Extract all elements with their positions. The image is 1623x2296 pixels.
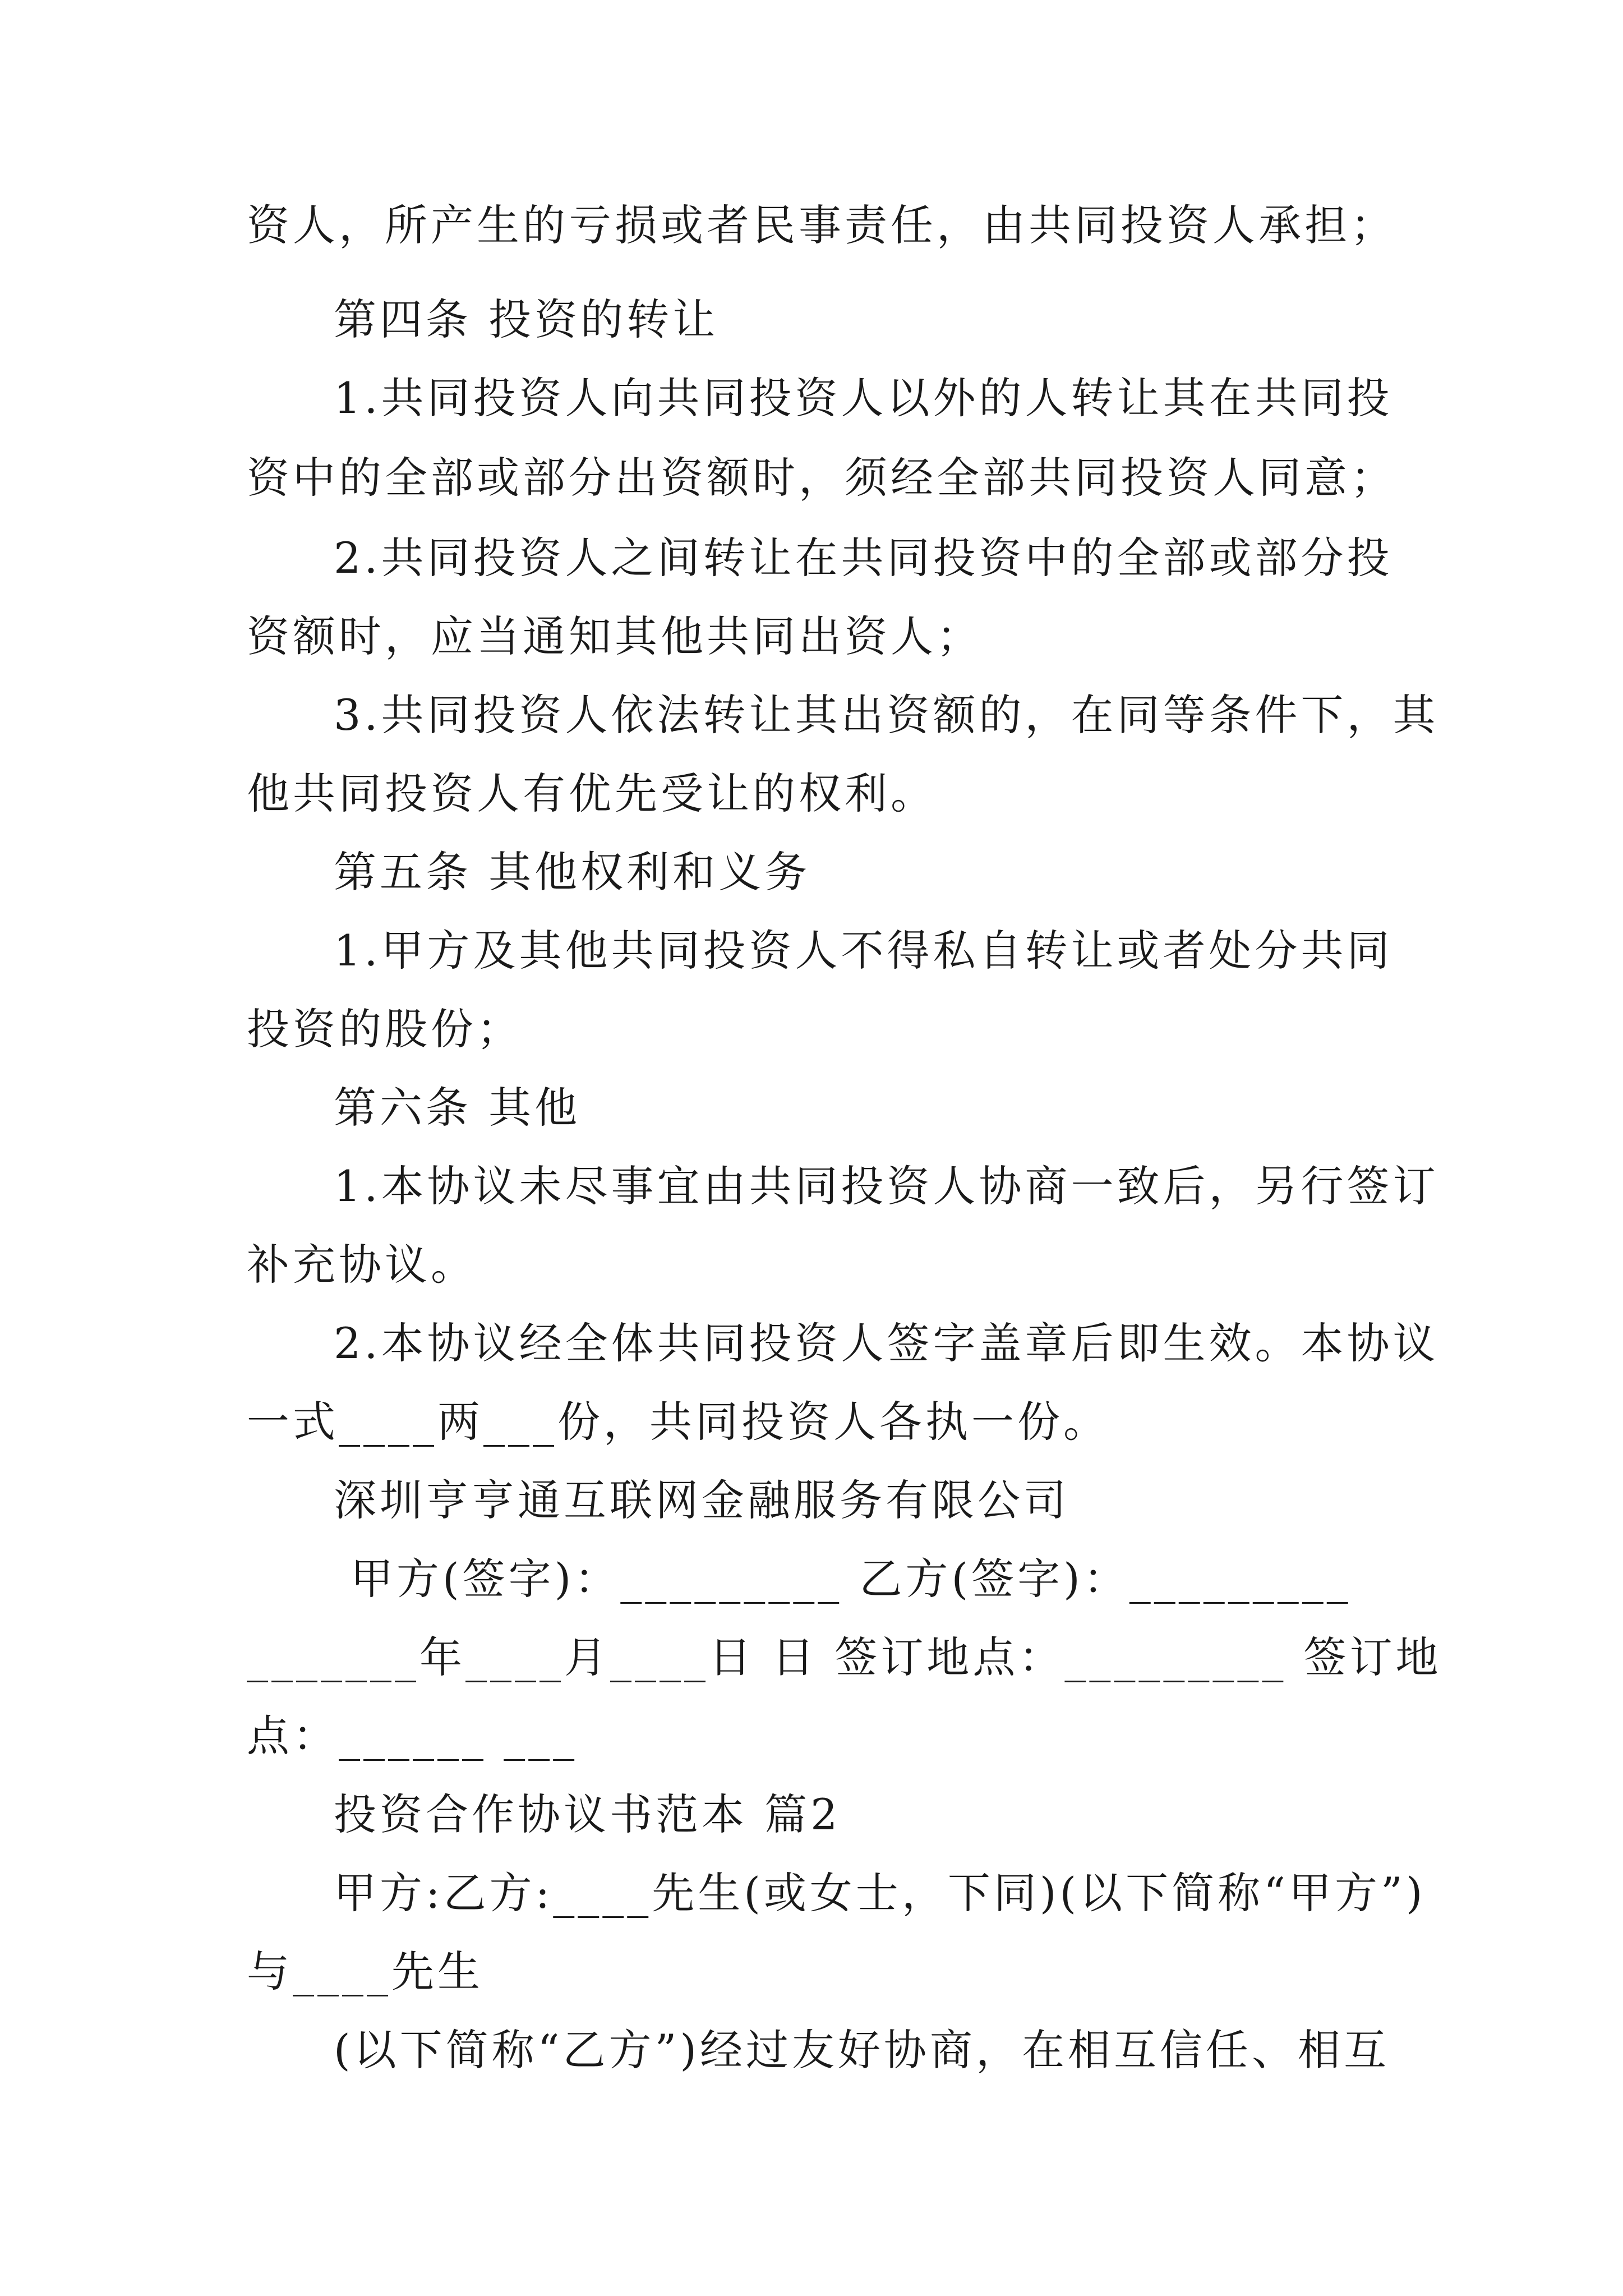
date-place-line: _______年____月____日 日 签订地点：_________ 签订地 — [247, 1632, 1442, 1682]
paragraph-line: 1.本协议未尽事宜由共同投资人协商一致后，另行签订 — [334, 1161, 1439, 1211]
paragraph-line: 与____先生 — [247, 1947, 483, 1996]
paragraph-line: 资人，所产生的亏损或者民事责任，由共同投资人承担； — [247, 200, 1396, 250]
place-line: 点：______ ___ — [247, 1711, 578, 1761]
paragraph-line: 他共同投资人有优先受让的权利。 — [247, 769, 937, 818]
section-heading-article-4: 第四条 投资的转让 — [334, 295, 719, 344]
paragraph-line: 甲方:乙方:____先生(或女士，下同)(以下简称“甲方”) — [334, 1868, 1426, 1918]
paragraph-line: 1.甲方及其他共同投资人不得私自转让或者处分共同 — [334, 926, 1393, 976]
section-heading-part-2: 投资合作协议书范本 篇2 — [334, 1789, 841, 1839]
paragraph-line: 资额时，应当通知其他共同出资人； — [247, 611, 983, 661]
signature-line: 甲方(签字)：_________ 乙方(签字)：_________ — [351, 1554, 1352, 1604]
paragraph-line: 投资的股份； — [247, 1004, 523, 1054]
paragraph-line: 3.共同投资人依法转让其出资额的，在同等条件下，其 — [334, 690, 1439, 740]
paragraph-line: 1.共同投资人向共同投资人以外的人转让其在共同投 — [334, 373, 1393, 423]
company-name: 深圳亨亨通互联网金融服务有限公司 — [334, 1475, 1069, 1525]
section-heading-article-5: 第五条 其他权利和义务 — [334, 847, 811, 897]
paragraph-line: 2.共同投资人之间转让在共同投资中的全部或部分投 — [334, 533, 1393, 583]
section-heading-article-6: 第六条 其他 — [334, 1083, 581, 1133]
paragraph-line: (以下简称“乙方”)经过友好协商，在相互信任、相互 — [334, 2025, 1390, 2075]
paragraph-line: 资中的全部或部分出资额时，须经全部共同投资人同意； — [247, 453, 1396, 503]
paragraph-line: 2.本协议经全体共同投资人签字盖章后即生效。本协议 — [334, 1318, 1439, 1368]
paragraph-line: 补充协议。 — [247, 1240, 477, 1290]
paragraph-line: 一式____两___份，共同投资人各执一份。 — [247, 1397, 1109, 1447]
